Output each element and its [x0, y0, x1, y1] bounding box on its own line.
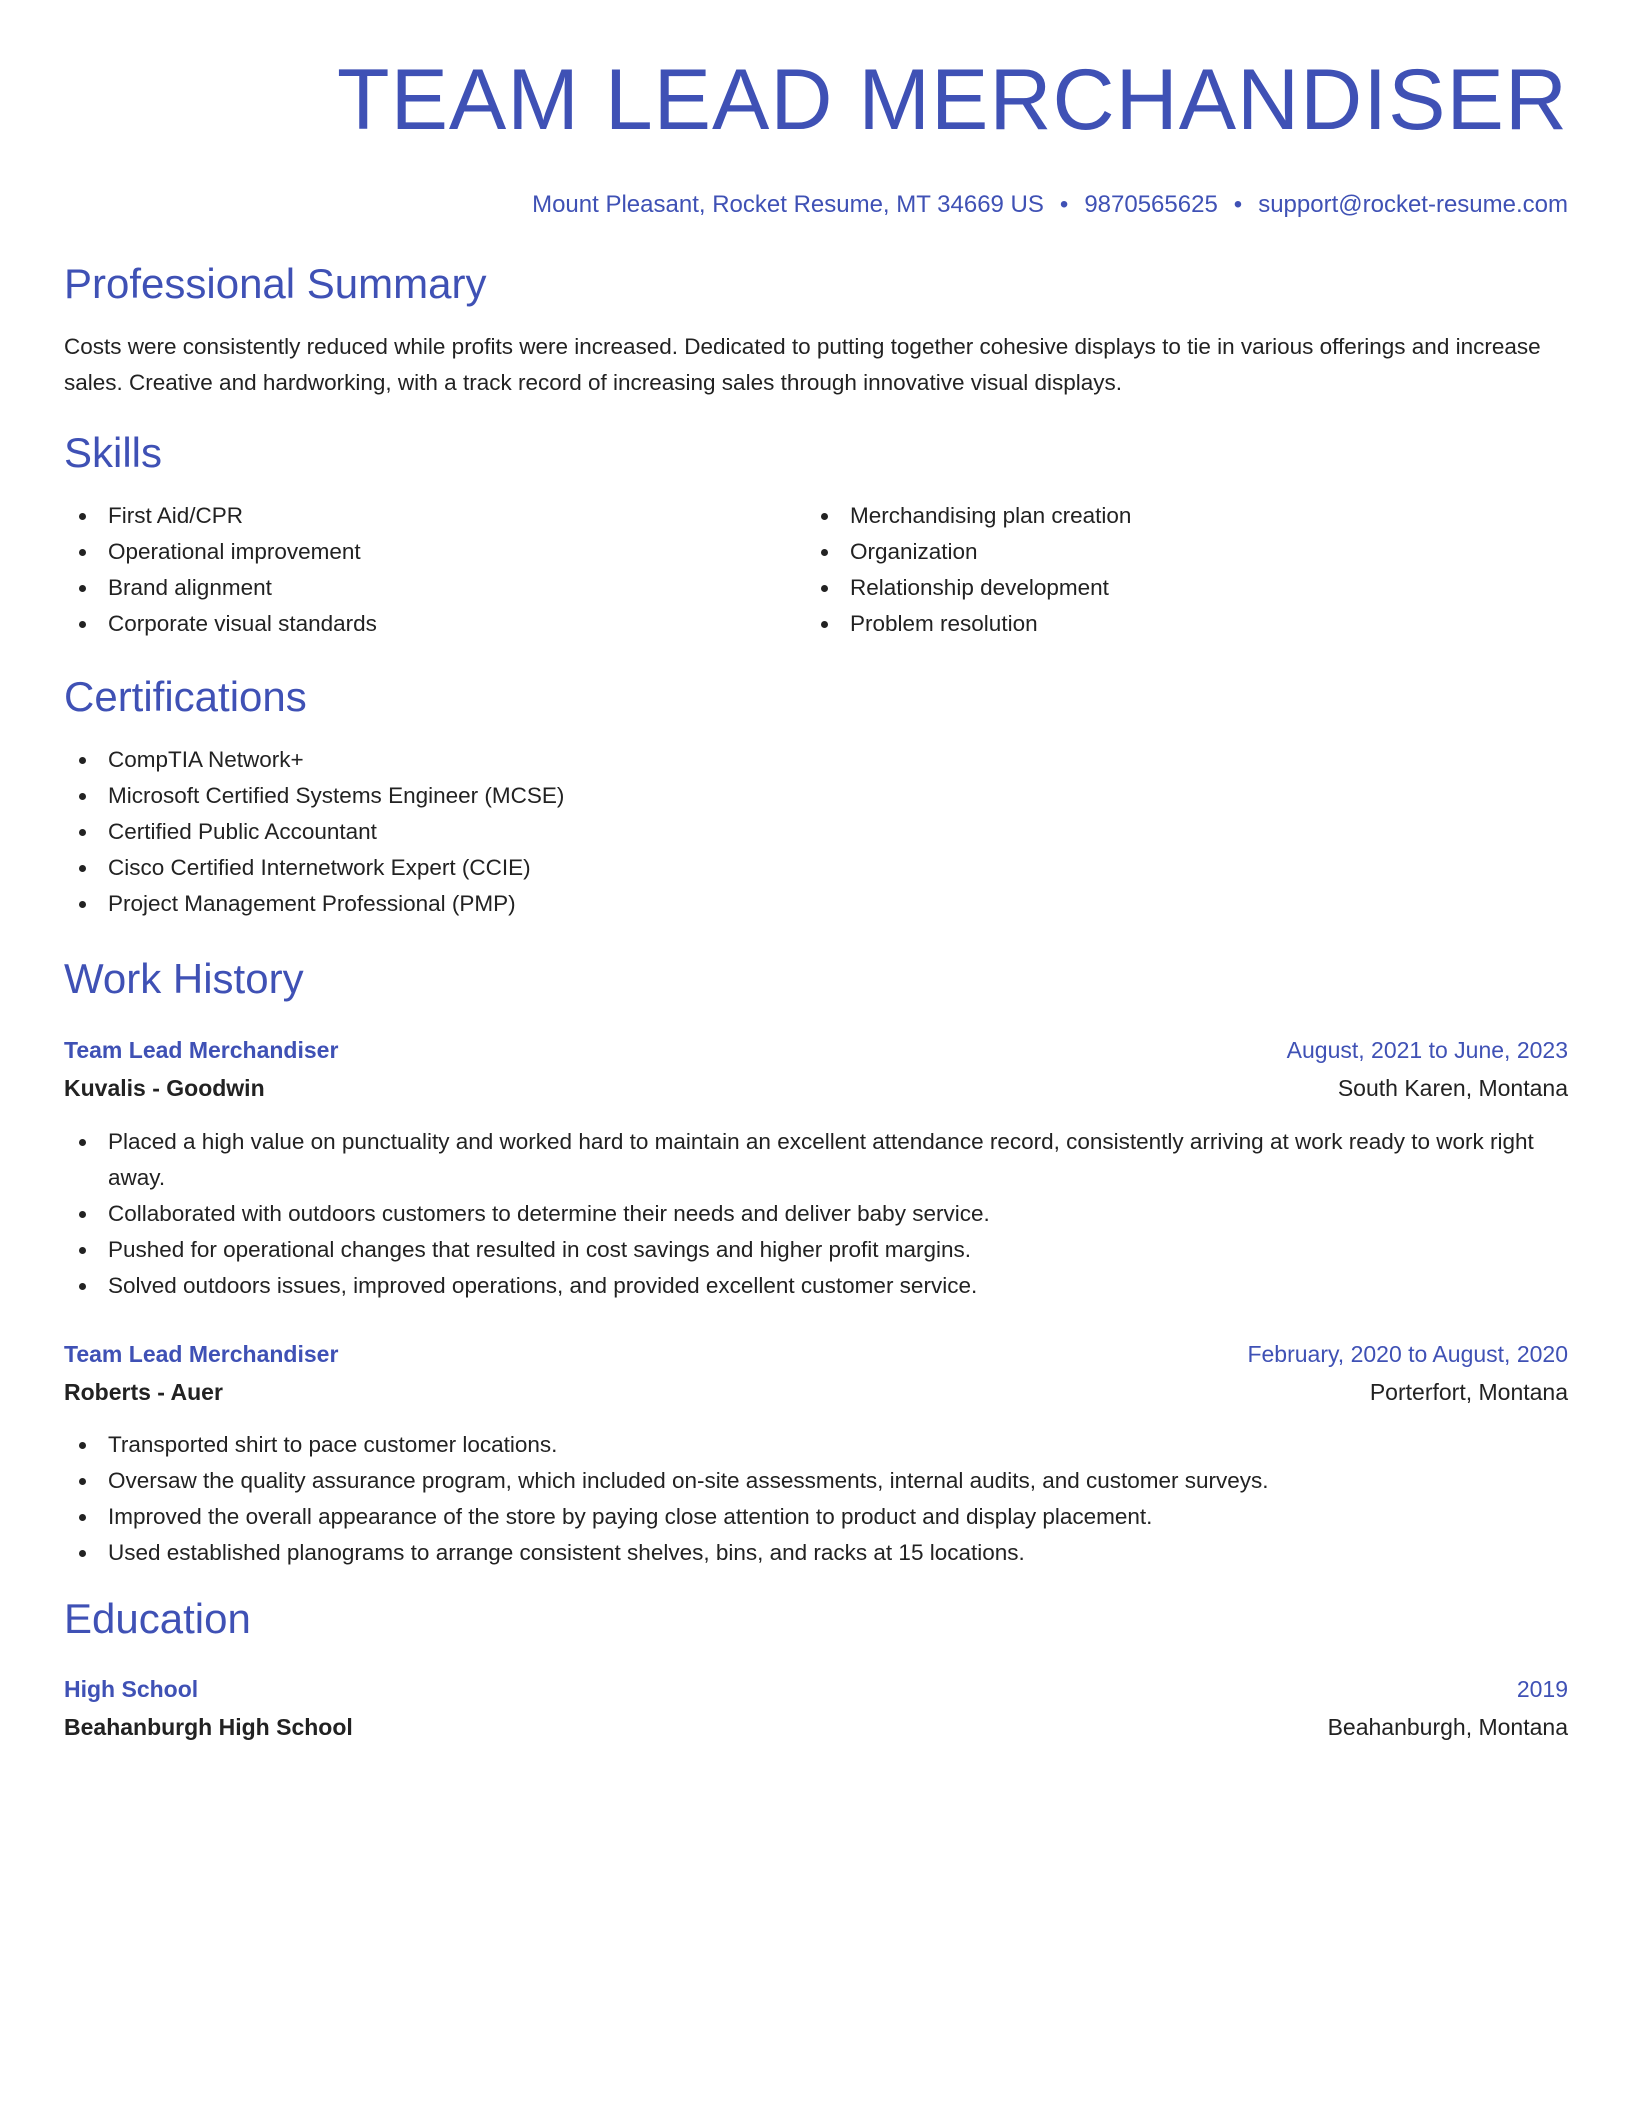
- job-bullet: Used established planograms to arrange consistent shelves, bins, and racks at 15 locations.: [64, 1535, 1568, 1571]
- job-title: Team Lead Merchandiser: [64, 1037, 339, 1063]
- education-school: Beahanburgh High School: [64, 1714, 353, 1740]
- contact-address: Mount Pleasant, Rocket Resume, MT 34669 US: [532, 191, 1044, 218]
- education-degree: High School: [64, 1676, 199, 1702]
- education-location: Beahanburgh, Montana: [1327, 1714, 1568, 1740]
- skills-list-right: [806, 498, 1566, 642]
- skill-item: Operational improvement: [64, 534, 794, 570]
- page-title: TEAM LEAD MERCHANDISER: [337, 52, 1568, 148]
- job-bullets: [64, 1427, 1568, 1571]
- certification-item: Cisco Certified Internetwork Expert (CCIE): [64, 850, 1568, 886]
- education-heading: Education: [64, 1595, 251, 1642]
- education-school-row: [64, 1709, 1568, 1745]
- skills-heading: Skills: [64, 429, 163, 476]
- job-employer-row: [64, 1070, 1568, 1106]
- skill-item: Relationship development: [806, 570, 1566, 606]
- job-header: [64, 1336, 1568, 1372]
- job-title: Team Lead Merchandiser: [64, 1341, 339, 1367]
- contact-separator: •: [1233, 191, 1243, 218]
- summary-text: Costs were consistently reduced while profits were increased. Dedicated to putting together cohesive displays to tie in various offerings and increase sales. Creative and hardworking, with a track record of increasing sales through innovative visual displays.: [64, 334, 1541, 395]
- resume-header: [64, 52, 1568, 220]
- skills-list-left: [64, 498, 794, 642]
- certification-item: Microsoft Certified Systems Engineer (MCSE): [64, 778, 1568, 814]
- job-bullet: Improved the overall appearance of the store by paying close attention to product and display placement.: [64, 1499, 1568, 1535]
- certification-item: Certified Public Accountant: [64, 814, 1568, 850]
- summary-heading: Professional Summary: [64, 260, 487, 307]
- job-bullet: Transported shirt to pace customer locations.: [64, 1427, 1568, 1463]
- work-history-heading: Work History: [64, 955, 304, 1002]
- job-bullet: Pushed for operational changes that resulted in cost savings and higher profit margins.: [64, 1232, 1568, 1268]
- job-bullet: Solved outdoors issues, improved operations, and provided excellent customer service.: [64, 1268, 1568, 1304]
- job-dates: February, 2020 to August, 2020: [1247, 1341, 1568, 1367]
- resume-page: [64, 0, 1568, 2112]
- contact-email[interactable]: support@rocket-resume.com: [1258, 191, 1568, 218]
- skill-item: Organization: [806, 534, 1566, 570]
- skill-item: Brand alignment: [64, 570, 794, 606]
- contact-phone: 9870565625: [1084, 191, 1218, 218]
- certification-item: Project Management Professional (PMP): [64, 886, 1568, 922]
- education-header: [64, 1671, 1568, 1707]
- job-employer: Kuvalis - Goodwin: [64, 1075, 265, 1101]
- certifications-list: [64, 742, 1568, 922]
- skill-item: Merchandising plan creation: [806, 498, 1566, 534]
- job-location: South Karen, Montana: [1337, 1075, 1568, 1101]
- skill-item: First Aid/CPR: [64, 498, 794, 534]
- job-employer: Roberts - Auer: [64, 1379, 223, 1405]
- job-bullet: Placed a high value on punctuality and worked hard to maintain an excellent attendance record, consistently arriving at work ready to work right away.: [64, 1124, 1568, 1196]
- contact-line: [64, 190, 1568, 220]
- contact-separator: •: [1059, 191, 1069, 218]
- skill-item: Problem resolution: [806, 606, 1566, 642]
- job-header: [64, 1032, 1568, 1068]
- education-year: 2019: [1516, 1676, 1568, 1702]
- job-bullet: Oversaw the quality assurance program, which included on-site assessments, internal audits, and customer surveys.: [64, 1463, 1568, 1499]
- skill-item: Corporate visual standards: [64, 606, 794, 642]
- certification-item: CompTIA Network+: [64, 742, 1568, 778]
- job-bullet: Collaborated with outdoors customers to determine their needs and deliver baby service.: [64, 1196, 1568, 1232]
- certifications-heading: Certifications: [64, 673, 307, 720]
- job-dates: August, 2021 to June, 2023: [1286, 1037, 1568, 1063]
- job-employer-row: [64, 1374, 1568, 1410]
- job-bullets: [64, 1124, 1568, 1304]
- job-location: Porterfort, Montana: [1369, 1379, 1568, 1405]
